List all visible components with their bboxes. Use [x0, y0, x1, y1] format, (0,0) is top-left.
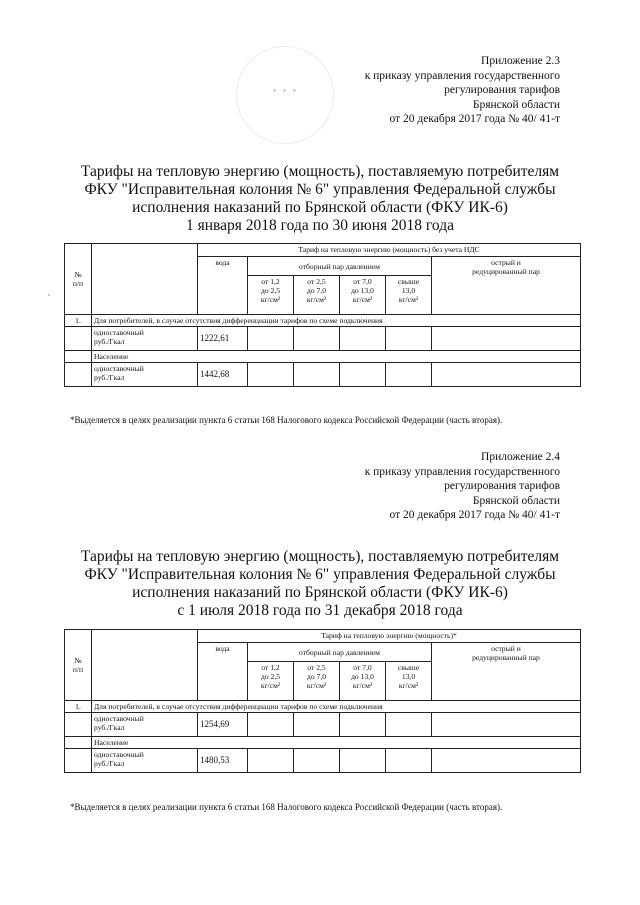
row-num: 1.: [65, 701, 92, 713]
header-num: [65, 630, 92, 701]
header-p1: от 1,2 до 2,5 кг/см²: [248, 276, 294, 315]
population-row: Население: [92, 351, 581, 363]
cell-empty: [340, 327, 386, 351]
water-value: 1442,68: [198, 363, 248, 387]
header-blank: [92, 630, 198, 701]
cell-empty: [386, 749, 432, 773]
row-group: Для потребителей, в случае отсутствия дифференциации тарифов по схеме подключения: [92, 701, 581, 713]
cell-empty: [248, 327, 294, 351]
title-line: Тарифы на тепловую энергию (мощность), поставляемую потребителям: [80, 548, 560, 565]
title-period: с 1 июля 2018 года по 31 декабря 2018 года: [177, 602, 463, 619]
appendix-title: Приложение 2.4: [481, 451, 560, 463]
rate-label: одноставочный руб./Гкал: [92, 713, 198, 737]
cell-empty: [340, 363, 386, 387]
cell-empty: [65, 363, 92, 387]
rate-label: одноставочный руб./Гкал: [92, 749, 198, 773]
appendix-header-2: [0, 450, 560, 523]
appendix-date: от 20 декабря 2017 года № 40/ 41-т: [389, 113, 560, 126]
appendix-line: к приказу управления государственного: [364, 69, 560, 82]
cell-empty: [432, 713, 581, 737]
header-num-text: № п/п: [72, 270, 84, 288]
appendix-line: регулирования тарифов: [444, 480, 560, 493]
cell-empty: [294, 749, 340, 773]
cell-empty: [340, 749, 386, 773]
cell-empty: [65, 351, 92, 363]
title-line: исполнения наказаний по Брянской области (ФКУ ИК-6): [132, 584, 508, 601]
footnote-1: *Выделяется в целях реализации пункта 6 статьи 168 Налогового кодекса Российской Федерации (часть вторая).: [70, 415, 503, 425]
title-line: ФКУ "Исправительная колония № 6" управления Федеральной службы: [84, 566, 556, 583]
appendix-date: от 20 декабря 2017 года № 40/ 41-т: [389, 509, 560, 522]
cell-empty: [294, 713, 340, 737]
cell-empty: [386, 363, 432, 387]
header-p4: свыше 13,0 кг/см²: [386, 662, 432, 701]
tariff-title-2: [40, 548, 600, 620]
cell-empty: [65, 737, 92, 749]
header-tariff: Тариф на тепловую энергию (мощность) без учета НДС: [198, 244, 581, 257]
title-period: 1 января 2018 года по 30 июня 2018 года: [186, 217, 454, 234]
header-num-text: № п/п: [72, 656, 84, 674]
population-row: Население: [92, 737, 581, 749]
header-sharp-steam: острый и редуцированный пар: [432, 643, 581, 701]
rate-label: одноставочный руб./Гкал: [92, 327, 198, 351]
title-line: Тарифы на тепловую энергию (мощность), поставляемую потребителям: [80, 163, 560, 180]
cell-empty: [65, 327, 92, 351]
cell-empty: [248, 363, 294, 387]
header-num: [65, 244, 92, 315]
cell-empty: [65, 749, 92, 773]
cell-empty: [294, 327, 340, 351]
row-num: 1.: [65, 315, 92, 327]
row-group: Для потребителей, в случае отсутствия дифференциации тарифов по схеме подключения: [92, 315, 581, 327]
cell-empty: [386, 713, 432, 737]
appendix-line: регулирования тарифов: [444, 84, 560, 97]
cell-empty: [432, 363, 581, 387]
appendix-line: Брянской области: [472, 98, 560, 111]
header-p1: от 1,2 до 2,5 кг/см²: [248, 662, 294, 701]
cell-empty: [432, 327, 581, 351]
tariff-title-1: [40, 163, 600, 235]
cell-empty: [294, 363, 340, 387]
footnote-2: *Выделяется в целях реализации пункта 6 статьи 168 Налогового кодекса Российской Федерации (часть вторая).: [70, 802, 503, 812]
water-value: 1480,53: [198, 749, 248, 773]
header-p2: от 2,5 до 7,0 кг/см²: [294, 662, 340, 701]
cell-empty: [386, 327, 432, 351]
header-tariff: Тариф на тепловую энергию (мощность)*: [198, 630, 581, 643]
rate-label: одноставочный руб./Гкал: [92, 363, 198, 387]
appendix-line: к приказу управления государственного: [364, 465, 560, 478]
appendix-header-1: [0, 54, 560, 127]
appendix-title: Приложение 2.3: [481, 55, 560, 67]
water-value: 1254,69: [198, 713, 248, 737]
cell-empty: [340, 713, 386, 737]
cell-empty: [248, 713, 294, 737]
header-water: вода: [198, 257, 248, 315]
header-sharp-steam: острый и редуцированный пар: [432, 257, 581, 315]
header-blank: [92, 244, 198, 315]
cell-empty: [432, 749, 581, 773]
header-steam: отборный пар давлением: [248, 257, 432, 276]
title-line: ФКУ "Исправительная колония № 6" управления Федеральной службы: [84, 181, 556, 198]
header-p3: от 7,0 до 13,0 кг/см²: [340, 276, 386, 315]
water-value: 1222,61: [198, 327, 248, 351]
appendix-line: Брянской области: [472, 494, 560, 507]
header-steam: отборный пар давлением: [248, 643, 432, 662]
header-p3: от 7,0 до 13,0 кг/см²: [340, 662, 386, 701]
tariff-table-2: [64, 629, 581, 773]
stamp-mark: ✦ ✦ ✦: [271, 88, 299, 95]
header-p4: свыше 13,0 кг/см²: [386, 276, 432, 315]
title-line: исполнения наказаний по Брянской области (ФКУ ИК-6): [132, 199, 508, 216]
scan-fleck: [48, 294, 50, 296]
cell-empty: [65, 713, 92, 737]
cell-empty: [248, 749, 294, 773]
header-water: вода: [198, 643, 248, 701]
tariff-table-1: [64, 243, 581, 387]
header-p2: от 2,5 до 7,0 кг/см²: [294, 276, 340, 315]
